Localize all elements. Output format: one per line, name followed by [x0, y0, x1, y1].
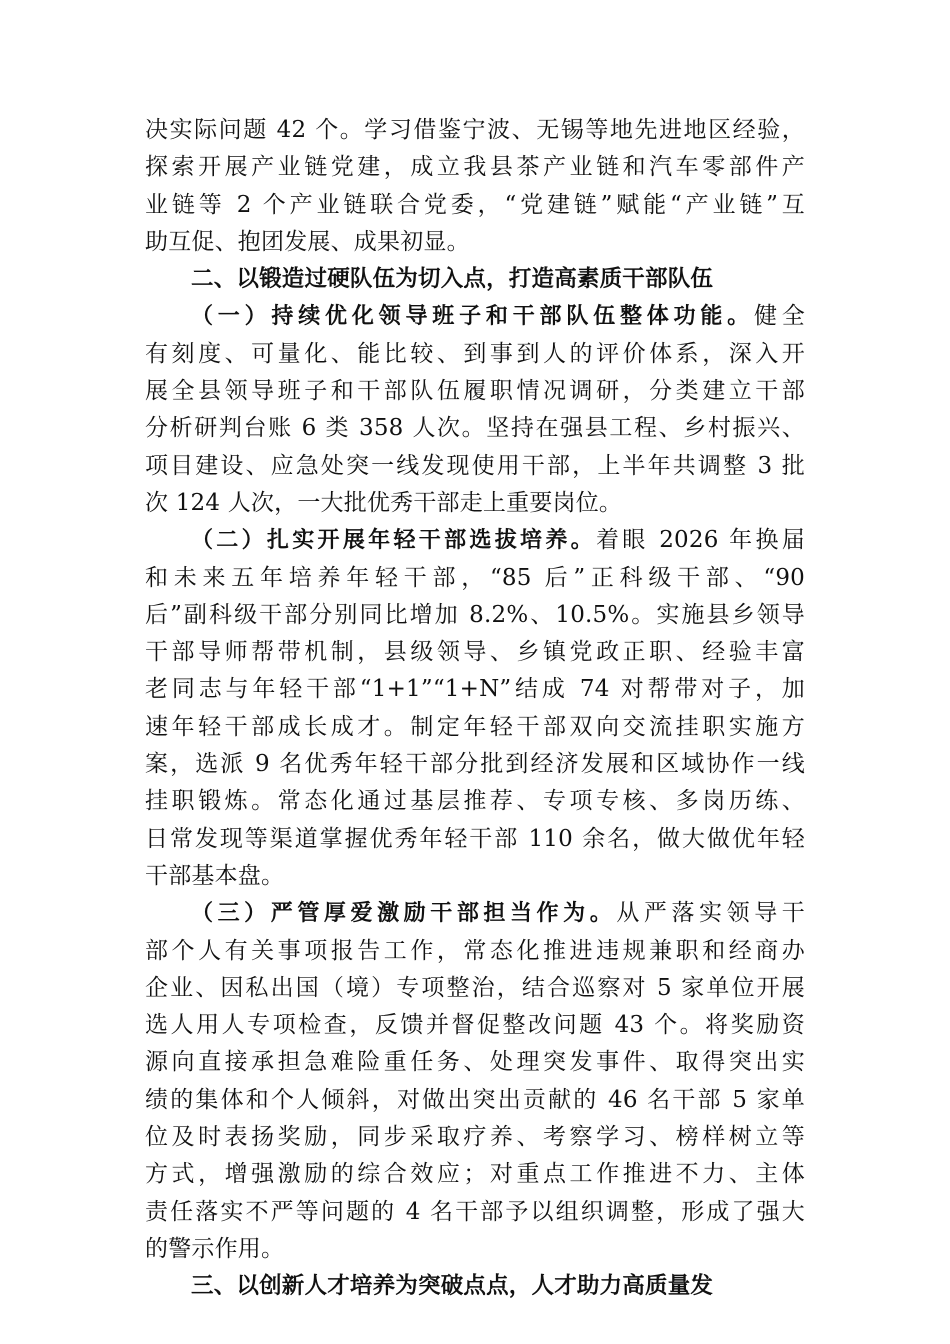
text-line: 次 124 人次，一大批优秀干部走上重要岗位。 [145, 489, 623, 516]
text-line: 的警示作用。 [145, 1235, 285, 1262]
document-body [145, 112, 805, 1306]
text-line: 展全县领导班子和干部队伍履职情况调研，分类建立干部 [145, 378, 805, 405]
text-line: 日常发现等渠道掌握优秀年轻干部 110 余名，做大做优年轻 [145, 825, 805, 852]
text-line: 案，选派 9 名优秀年轻干部分批到经济发展和区域协作一线 [145, 751, 805, 778]
text-line: 和未来五年培养年轻干部，“85 后”正科级干部、“90 [145, 564, 805, 591]
text-span: 着眼 2026 年换届 [595, 527, 806, 554]
text-line: 探索开展产业链党建，成立我县茶产业链和汽车零部件产 [145, 154, 805, 181]
section-heading: 二、以锻造过硬队伍为切入点，打造高素质干部队伍 [191, 266, 714, 293]
text-line: 业链等 2 个产业链联合党委，“党建链”赋能“产业链”互 [145, 191, 805, 218]
text-span: 健全 [753, 303, 805, 330]
text-span: 从严落实领导干 [616, 900, 806, 927]
text-line: 干部导师帮带机制，县级领导、乡镇党政正职、经验丰富 [145, 639, 805, 666]
subsection-title: （三）严管厚爱激励干部担当作为。 [191, 901, 617, 927]
text-line: 源向直接承担急难险重任务、处理突发事件、取得突出实 [145, 1049, 805, 1076]
text-line: 部个人有关事项报告工作，常态化推进违规兼职和经商办 [145, 937, 805, 964]
text-line: 选人用人专项检查，反馈并督促整改问题 43 个。将奖励资 [145, 1012, 805, 1039]
subsection-title: （二）扎实开展年轻干部选拔培养。 [191, 528, 596, 554]
text-line: 位及时表扬奖励，同步采取疗养、考察学习、榜样树立等 [145, 1124, 805, 1151]
text-line: 速年轻干部成长成才。制定年轻干部双向交流挂职实施方 [145, 713, 805, 740]
text-line: 决实际问题 42 个。学习借鉴宁波、无锡等地先进地区经验， [145, 117, 805, 143]
paragraph-first-line [145, 298, 805, 335]
text-line: 干部基本盘。 [145, 862, 285, 889]
subsection-title: （一）持续优化领导班子和干部队伍整体功能。 [191, 304, 754, 330]
text-line: 绩的集体和个人倾斜，对做出突出贡献的 46 名干部 5 家单 [145, 1086, 805, 1113]
paragraph-first-line [145, 522, 805, 559]
paragraph-first-line [145, 895, 805, 932]
text-line: 挂职锻炼。常态化通过基层推荐、专项专核、多岗历练、 [145, 788, 805, 815]
text-line: 责任落实不严等问题的 4 名干部予以组织调整，形成了强大 [145, 1198, 805, 1225]
text-line: 分析研判台账 6 类 358 人次。坚持在强县工程、乡村振兴、 [145, 415, 805, 442]
text-line: 项目建设、应急处突一线发现使用干部，上半年共调整 3 批 [145, 452, 805, 479]
text-line: 方式，增强激励的综合效应；对重点工作推进不力、主体 [145, 1161, 805, 1188]
text-line: 企业、因私出国（境）专项整治，结合巡察对 5 家单位开展 [145, 974, 805, 1001]
text-line: 后”副科级干部分别同比增加 8.2%、10.5%。实施县乡领导 [145, 601, 805, 628]
text-line: 有刻度、可量化、能比较、到事到人的评价体系，深入开 [145, 340, 805, 367]
section-heading: 三、以创新人才培养为突破点点，人才助力高质量发 [191, 1273, 714, 1300]
text-line: 助互促、抱团发展、成果初显。 [145, 228, 470, 255]
text-line: 老同志与年轻干部“1+1”“1+N”结成 74 对帮带对子，加 [145, 676, 805, 703]
